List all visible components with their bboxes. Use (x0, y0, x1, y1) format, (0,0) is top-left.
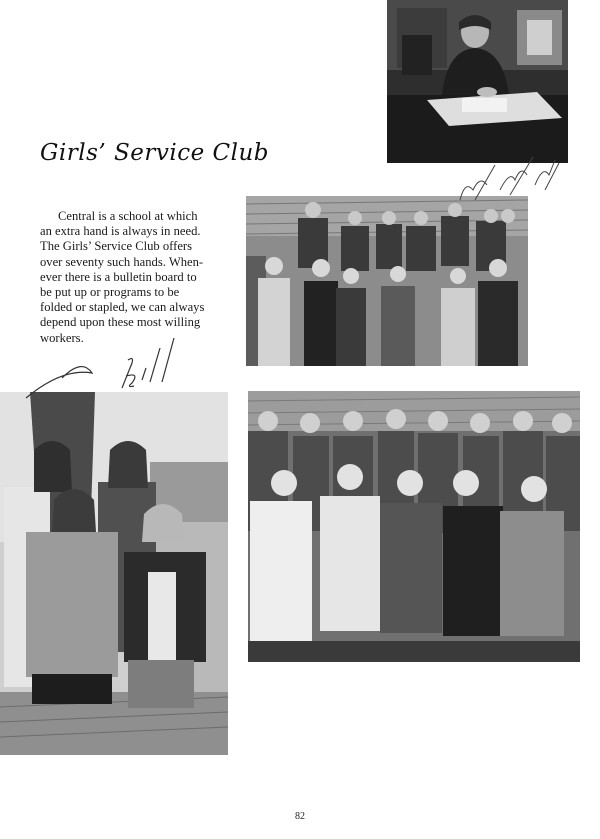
group-photo-top (246, 196, 528, 366)
page-number: 82 (295, 811, 305, 822)
body-line: depend upon these most willing (40, 315, 201, 330)
body-line: an extra hand is always in need. (40, 224, 201, 239)
officers-photo (0, 392, 228, 755)
four-girls-tree-icon (0, 392, 228, 755)
group-steps-icon (246, 196, 528, 366)
body-text (40, 209, 240, 346)
advisor-at-desk-icon (387, 0, 568, 163)
body-line: folded or stapled, we can always (40, 300, 205, 315)
page-title: Girls’ Service Club (40, 140, 270, 166)
body-line: be put up or programs to be (40, 285, 180, 300)
body-line: ever there is a bulletin board to (40, 269, 197, 284)
bill-signature-icon (22, 328, 192, 408)
body-line: The Girls’ Service Club offers (40, 239, 193, 254)
group-photo-bottom (248, 391, 580, 662)
large-group-icon (248, 391, 580, 662)
advisor-desk-photo (387, 0, 568, 163)
body-line: over seventy such hands. When- (40, 254, 204, 269)
handwritten-note-icon (455, 145, 565, 220)
body-line: workers. (40, 330, 84, 345)
body-line: Central is a school at which (58, 209, 198, 223)
